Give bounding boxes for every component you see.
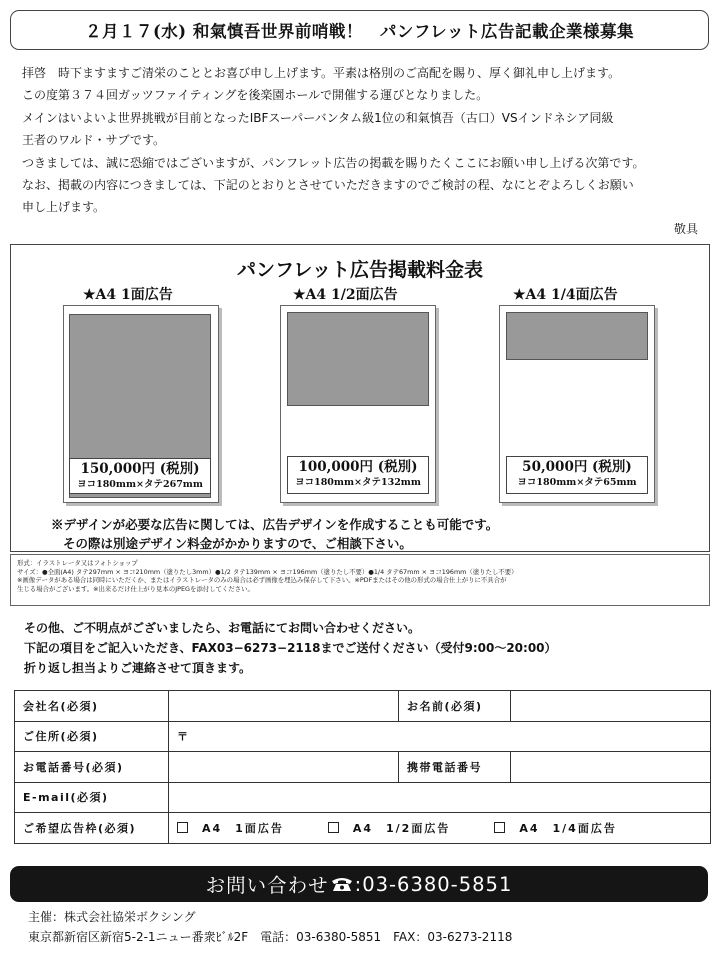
letter-paragraph: つきましては、誠に恐縮ではございますが、パンフレット広告の掲載を賜りたくここにお願い申し上げる次第です。 [22,155,645,170]
option-label: A4 1/2面広告 [352,821,451,835]
contact-intro-line: 折り返し担当よりご連絡させて頂きます。 [24,661,252,675]
letter-paragraph: この度第３７４回ガッツファイティングを後楽園ホールで開催する運びとなりました。 [22,88,489,103]
phone-field[interactable] [169,752,399,783]
form-row [15,721,711,752]
email-field[interactable] [169,782,711,813]
mobile-label: 携帯電話番号 [399,752,511,783]
plan-quarter-price: 50,000円 (税別) [522,459,632,475]
email-label: E-mail(必須) [15,782,169,813]
inquiry-bar [10,866,708,902]
design-note [51,515,498,553]
plan-quarter-size: ヨコ180mm×タテ65mm [517,477,637,488]
plan-half-size: ヨコ180mm×タテ132mm [295,477,421,488]
spec-line: 生じる場合がございます。※出来るだけ仕上がり見本のJPEGを添付してください。 [17,584,254,593]
letter-paragraph: 拝啓 時下ますますご清栄のこととお喜び申し上げます。平素は格別のご高配を賜り、厚く御礼申し上げます。 [22,66,621,80]
ad-area-quarter [506,312,648,360]
option-label: A4 1/4面広告 [519,821,617,835]
plan-half-label: ★A4 1/2面広告 [293,287,398,303]
page-title: ２月１７(水) 和氣慎吾世界前哨戦！ パンフレット広告記載企業様募集 [10,10,709,50]
contact-intro [24,618,557,678]
name-field[interactable] [511,691,711,722]
spec-notes [10,554,710,606]
plan-half-card [280,305,436,503]
form-row [15,782,711,813]
organizer: 主催：株式会社協栄ボクシング [28,910,196,924]
plan-full-label: ★A4 1面広告 [83,287,173,303]
letter-paragraph: 王者のワルド・サブです。 [22,133,166,148]
inquiry-label: お問い合わせ [205,874,329,897]
organizer-address: 東京都新宿区新宿5-2-1ニュー番衆ﾋﾞﾙ2F 電話：03-6380-5851 FAX：03-6273-2118 [28,930,513,944]
plan-quarter-card [499,305,655,503]
postal-mark: 〒 [177,730,190,744]
address-field[interactable] [169,721,711,752]
inquiry-phone: :03-6380-5851 [354,872,513,896]
spec-line: サイズ：●全面(A4) タテ297mm × ヨコ210mm（塗りたし3mm）●1/2 タテ139mm × ヨコ196mm（塗りたし不要）●1/4 タテ67mm × ヨコ196mm（塗りたし不要） [17,567,518,576]
footer [28,907,512,947]
mobile-field[interactable] [511,752,711,783]
checkbox-icon[interactable] [328,822,339,833]
plan-full-price: 150,000円 (税別) [80,461,200,477]
ad-frame-label: ご希望広告枠(必須) [15,813,169,844]
letter-paragraph: なお、掲載の内容につきましては、下記のとおりとさせていただきますのでご検討の程、なにとぞよろしくお願い [22,178,634,193]
option-half-page[interactable] [328,820,451,836]
plan-full-price-tag [69,458,211,494]
letter-body [22,62,712,219]
contact-intro-line: 下記の項目をご記入いただき、FAX03−6273−2118までご送付ください（受付9:00〜20:00） [24,641,557,655]
option-full-page[interactable] [177,820,284,836]
option-quarter-page[interactable] [494,820,617,836]
telephone-icon [331,876,353,892]
letter-closing: 敬具 [673,222,698,236]
ad-area-half [287,312,429,406]
plan-half-price-tag [287,456,429,494]
name-label: お名前(必須) [399,691,511,722]
contact-intro-line: その他、ご不明点がございましたら、お電話にてお問い合わせください。 [24,621,421,635]
price-table-title: パンフレット広告掲載料金表 [236,259,484,281]
checkbox-icon[interactable] [494,822,505,833]
spec-line: 形式：イラストレータ又はフォトショップ [17,559,138,567]
form-row [15,752,711,783]
design-note-line: ※デザインが必要な広告に関しては、広告デザインを作成することも可能です。 [51,517,499,532]
ad-frame-options [169,813,711,844]
option-label: A4 1面広告 [202,821,284,835]
letter-paragraph: 申し上げます。 [22,200,106,215]
plan-quarter-label: ★A4 1/4面広告 [513,287,618,303]
spec-line: ※画像データがある場合は同時にいただくか、またはイラストレータのみの場合は必ず画像を埋込み保存して下さい。※PDFまたはその他の形式の場合仕上がりに不具合が [17,576,507,585]
price-table [10,244,710,552]
phone-label: お電話番号(必須) [15,752,169,783]
letter-paragraph: メインはいよいよ世界挑戦が目前となったIBFスーパーバンタム級1位の和氣慎吾（古口）VSインドネシア同級 [22,110,614,125]
plan-half-price: 100,000円 (税別) [298,459,418,475]
form-row [15,813,711,844]
plan-full-card [63,305,219,503]
plan-quarter-price-tag [506,456,648,494]
address-label: ご住所(必須) [15,721,169,752]
application-form [14,690,711,844]
form-row [15,691,711,722]
company-label: 会社名(必須) [15,691,169,722]
plan-full-size: ヨコ180mm×タテ267mm [77,479,203,490]
company-field[interactable] [169,691,399,722]
design-note-line: その際は別途デザイン料金がかかりますので、ご相談下さい。 [63,536,412,551]
checkbox-icon[interactable] [177,822,188,833]
